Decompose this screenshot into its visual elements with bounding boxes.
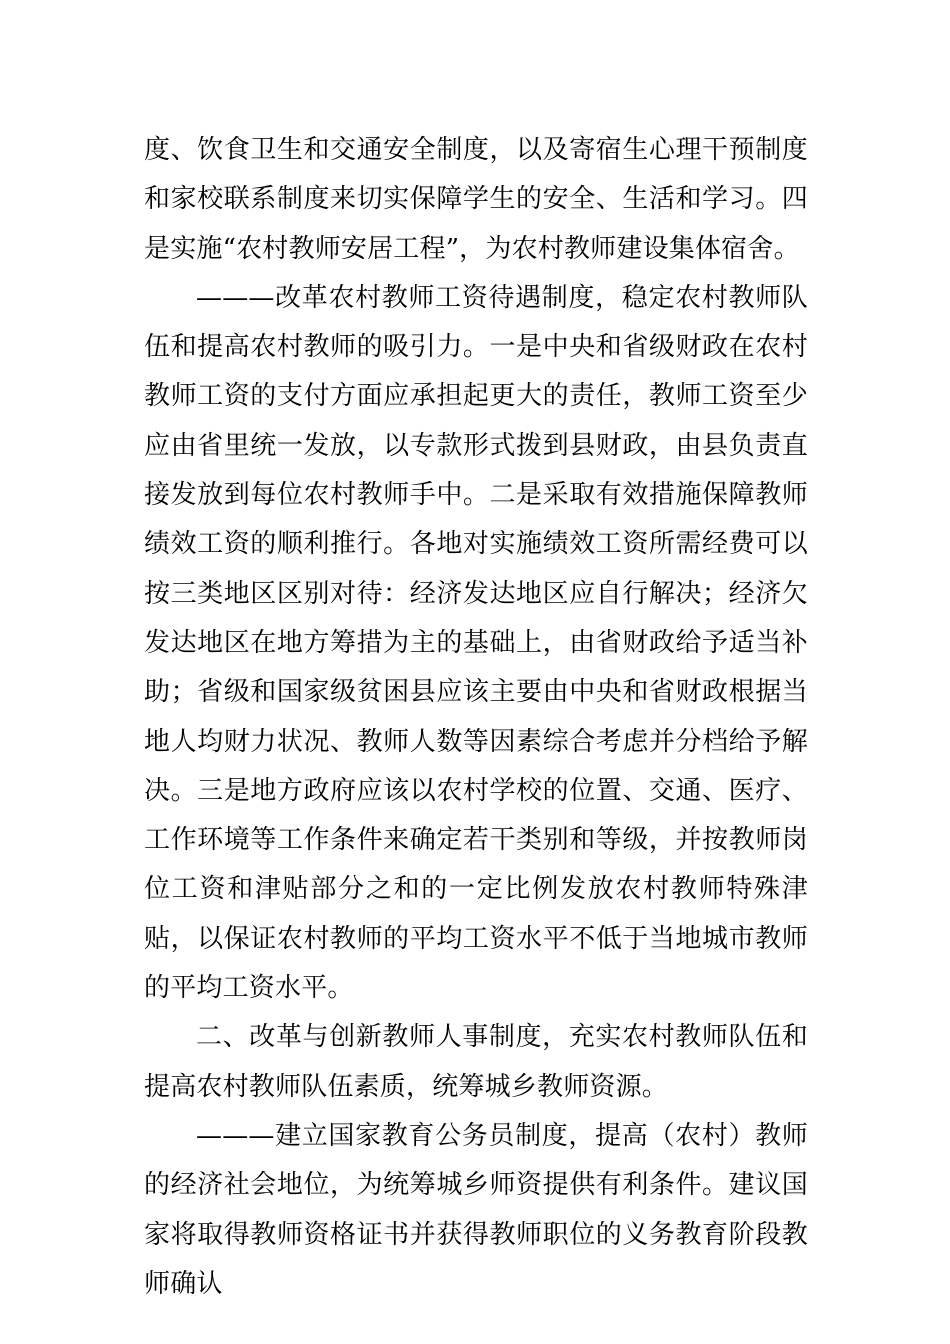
paragraph-teacher-salary-reform: ———改革农村教师工资待遇制度，稳定农村教师队伍和提高农村教师的吸引力。一是中央和省级财政在农村教师工资的支付方面应承担起更大的责任，教师工资至少应由省里统一发放，以专款形式拨到县财政，由县负责直接发放到每位农村教师手中。二是采取有效措施保障教师绩效工资的顺利推行。各地对实施绩效工资所需经费可以按三类地区区别对待：经济发达地区应自行解决；经济欠发达地区在地方筹措为主的基础上，由省财政给予适当补助；省级和国家级贫困县应该主要由中央和省财政根据当地人均财力状况、教师人数等因素综合考虑并分档给予解决。三是地方政府应该以农村学校的位置、交通、医疗、工作环境等工作条件来确定若干类别和等级，并按教师岗位工资和津贴部分之和的一定比例发放农村教师特殊津贴，以保证农村教师的平均工资水平不低于当地城市教师的平均工资水平。 [144,282,808,1004]
paragraph-civil-servant-system: ———建立国家教育公务员制度，提高（农村）教师的经济社会地位，为统筹城乡师资提供有利条件。建议国家将取得教师资格证书并获得教师职位的义务教育阶段教师确认 [144,1120,808,1299]
document-body [144,126,808,1309]
paragraph-continuation: 度、饮食卫生和交通安全制度，以及寄宿生心理干预制度和家校联系制度来切实保障学生的安全、生活和学习。四是实施“农村教师安居工程”，为农村教师建设集体宿舍。 [144,135,808,264]
paragraph-section-two-heading: 二、改革与创新教师人事制度，充实农村教师队伍和提高农村教师队伍素质，统筹城乡教师资源。 [144,1022,808,1102]
